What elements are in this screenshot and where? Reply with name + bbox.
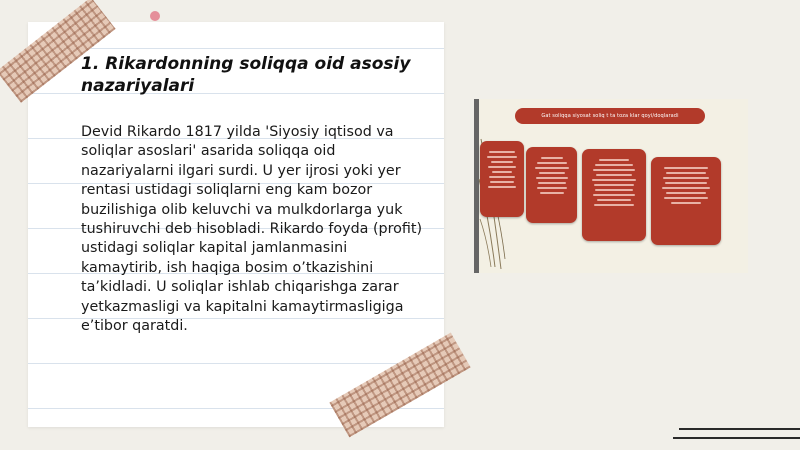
slide-body-text: Devid Rikardo 1817 yilda 'Siyosiy iqtisod va soliqlar asoslari' asarida soliqqa oid nazariyalarni ilgari surdi. U yer ijrosi yoki yer rentasi ustidagi soliqlarni eng kam bozor buzilishiga olib keluvchi va mulkdorlarga yuk tushiruvchi deb hisobladi. Rikardo foyda (profit) ustidagi soliqlar kapital jamlanmasini kamaytirib, ish haqiga bosim o’tkazishini ta’kidladi. U soliqlar ishlab chiqarishga zarar yetkazmasligi va kapitalni kamaytirmasligiga e’tibor qaratdi. bbox=[81, 124, 423, 335]
diagram-box-2 bbox=[526, 147, 577, 223]
diagram-box-1 bbox=[480, 141, 524, 217]
diagram-box-4 bbox=[651, 157, 721, 245]
diagram-header: Gat soliqqa siyosat soliq t ta toza klar qoyi/doqlaradi bbox=[515, 108, 705, 124]
decorative-rule-1 bbox=[679, 428, 800, 430]
slide-title: 1. Rikardonning soliqqa oid asosiy nazariyalari bbox=[81, 54, 411, 96]
pin-decoration bbox=[150, 11, 160, 21]
diagram-box-3 bbox=[582, 149, 646, 241]
decorative-rule-2 bbox=[673, 437, 800, 439]
diagram-image bbox=[474, 99, 748, 273]
